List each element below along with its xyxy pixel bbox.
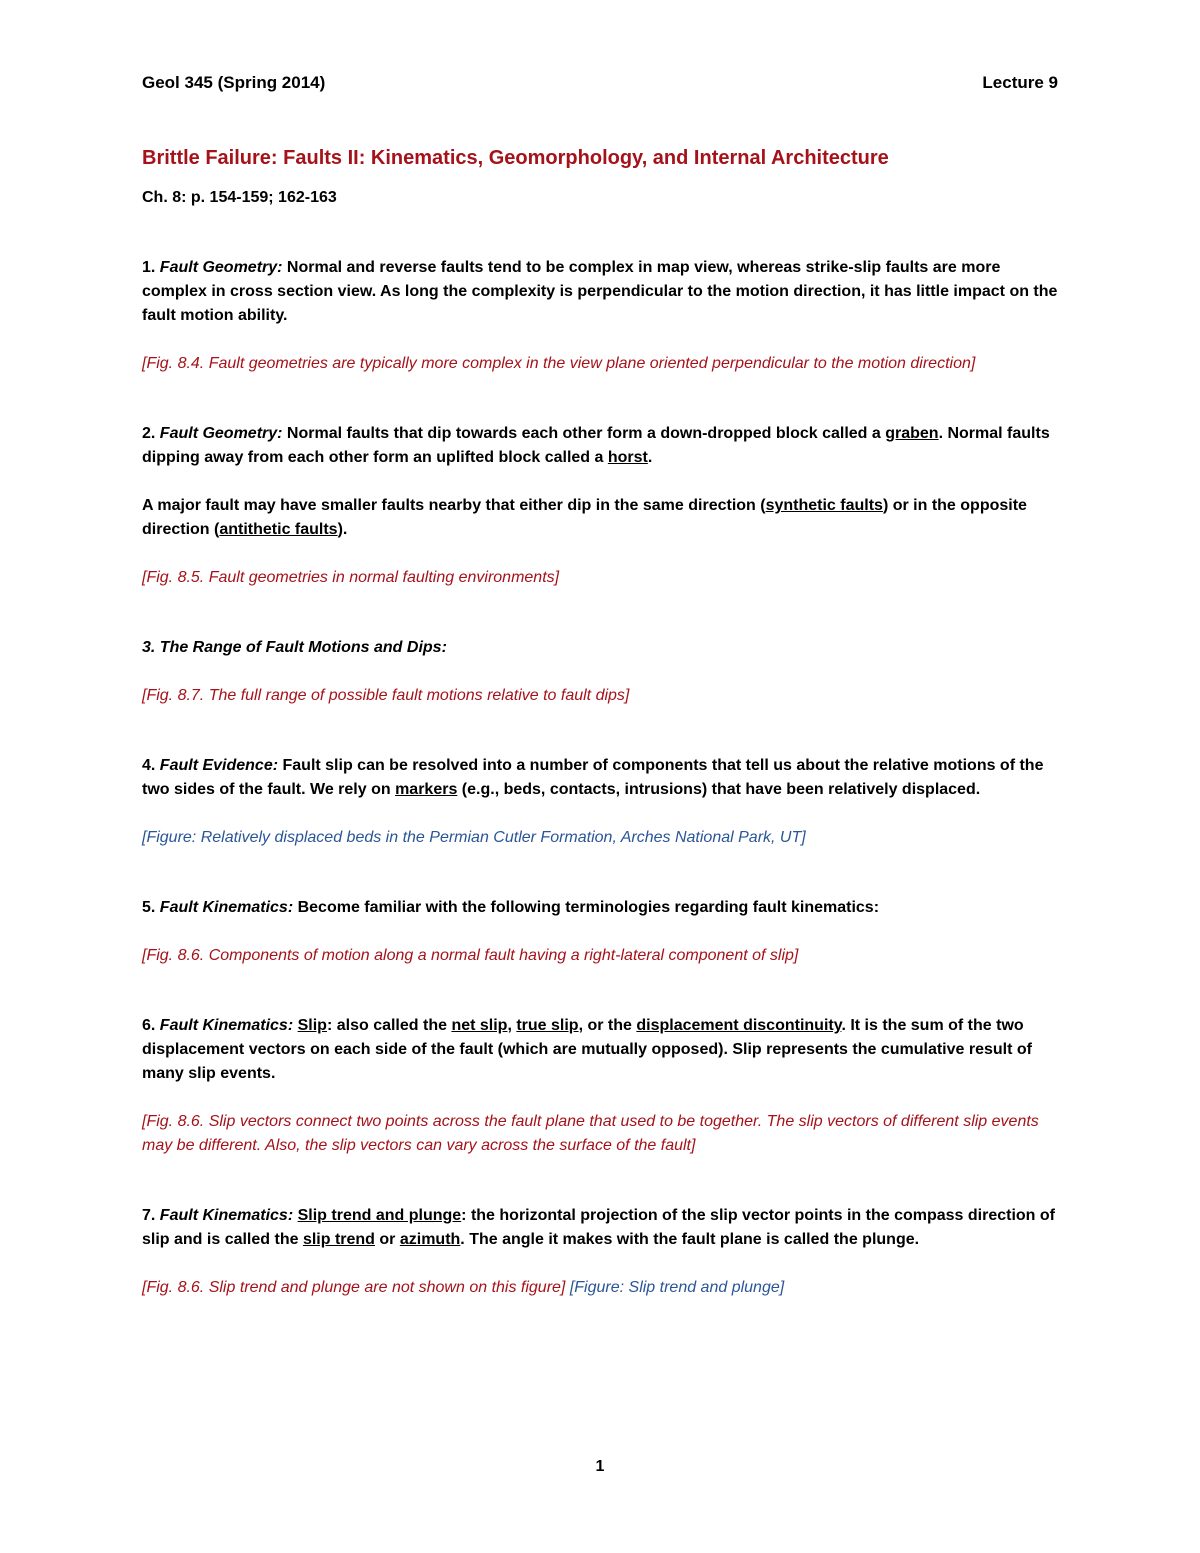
section-2-paragraph-2: A major fault may have smaller faults nearby that either dip in the same direction (synthetic faults) or in the opposite direction (antithetic faults).: [142, 497, 1027, 538]
section-5-heading: Fault Kinematics:: [159, 899, 294, 916]
section-6-heading: Fault Kinematics:: [159, 1017, 294, 1034]
reading-assignment: Ch. 8: p. 154-159; 162-163: [142, 189, 337, 206]
term-slip-trend-and-plunge: Slip trend and plunge: [297, 1207, 462, 1224]
term-slip: Slip: [297, 1017, 327, 1034]
section-7-figure-ref-red: [Fig. 8.6. Slip trend and plunge are not shown on this figure]: [142, 1279, 566, 1296]
term-slip-trend: slip trend: [302, 1231, 375, 1248]
section-1-heading: Fault Geometry:: [159, 259, 283, 276]
document-body: [142, 144, 1062, 1300]
page-title: Brittle Failure: Faults II: Kinematics, Geomorphology, and Internal Architecture: [142, 147, 889, 169]
header-lecture: Lecture 9: [982, 73, 1058, 92]
section-2-heading: Fault Geometry:: [159, 425, 283, 442]
section-3-heading: 3. The Range of Fault Motions and Dips:: [142, 639, 447, 656]
section-1-text: 1. Fault Geometry: Normal and reverse faults tend to be complex in map view, whereas strike-slip faults are more complex in cross section view. As long the complexity is perpendicular to the motion direction, it has little impact on the fault motion ability.: [142, 259, 1058, 324]
section-6-figure-ref: [Fig. 8.6. Slip vectors connect two points across the fault plane that used to be together. The slip vectors of different slip events may be different. Also, the slip vectors can vary across the surface of the fault]: [142, 1113, 1039, 1154]
section-1-figure-ref: [Fig. 8.4. Fault geometries are typically more complex in the view plane oriented perpendicular to the motion direction]: [142, 355, 976, 372]
section-5-figure-ref: [Fig. 8.6. Components of motion along a normal fault having a right-lateral component of slip]: [142, 947, 799, 964]
term-net-slip: net slip: [451, 1017, 508, 1034]
section-2-figure-ref: [Fig. 8.5. Fault geometries in normal faulting environments]: [142, 569, 560, 586]
header-course: Geol 345 (Spring 2014): [142, 73, 326, 92]
section-4-heading: Fault Evidence:: [159, 757, 279, 774]
section-7-figure-ref-blue: [Figure: Slip trend and plunge]: [569, 1279, 785, 1296]
term-horst: horst: [607, 449, 648, 466]
page-number: 1: [595, 1458, 605, 1475]
term-graben: graben: [885, 425, 939, 442]
term-azimuth: azimuth: [399, 1231, 461, 1248]
section-6-text: 6. Fault Kinematics: Slip: also called the net slip, true slip, or the displacement discontinuity. It is the sum of the two displacement vectors on each side of the fault (which are mutually opposed). Slip represents the cumulative result of many slip events.: [142, 1017, 1032, 1082]
section-4-figure-ref: [Figure: Relatively displaced beds in the Permian Cutler Formation, Arches National Park, UT]: [142, 829, 806, 846]
term-true-slip: true slip: [516, 1017, 579, 1034]
section-3-figure-ref: [Fig. 8.7. The full range of possible fault motions relative to fault dips]: [142, 687, 630, 704]
section-4-text: 4. Fault Evidence: Fault slip can be resolved into a number of components that tell us about the relative motions of the two sides of the fault. We rely on markers (e.g., beds, contacts, intrusions) that have been relatively displaced.: [142, 757, 1044, 798]
section-7-figure-refs: [142, 1276, 1062, 1300]
term-antithetic-faults: antithetic faults: [219, 521, 338, 538]
section-2-text: 2. Fault Geometry: Normal faults that dip towards each other form a down-dropped block called a graben. Normal faults dipping away from each other form an uplifted block called a horst.: [142, 425, 1050, 466]
term-markers: markers: [395, 781, 458, 798]
section-7-heading: Fault Kinematics:: [159, 1207, 294, 1224]
section-7-text: 7. Fault Kinematics: Slip trend and plunge: the horizontal projection of the slip vector points in the compass direction of slip and is called the slip trend or azimuth. The angle it makes with the fault plane is called the plunge.: [142, 1207, 1055, 1248]
term-displacement-discontinuity: displacement discontinuity: [636, 1017, 842, 1034]
term-synthetic-faults: synthetic faults: [765, 497, 883, 514]
section-5-text: 5. Fault Kinematics: Become familiar with the following terminologies regarding fault kinematics:: [142, 899, 880, 916]
